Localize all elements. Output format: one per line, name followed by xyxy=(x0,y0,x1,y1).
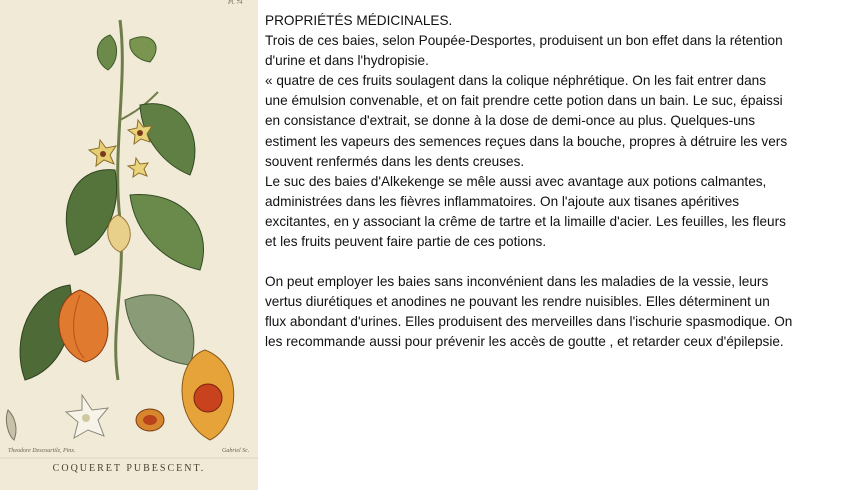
plate-caption: COQUERET PUBESCENT. xyxy=(52,463,206,474)
stem xyxy=(116,20,123,380)
leaf-icon xyxy=(130,37,156,62)
leaf-icon xyxy=(130,195,204,270)
text-line: Trois de ces baies, selon Poupée-Desportes, produisent un bon effet dans la rétention xyxy=(265,33,783,49)
text-line: On peut employer les baies sans inconvénient dans les maladies de la vessie, leurs xyxy=(265,274,769,290)
text-line: souvent renfermés dans les dents creuses. xyxy=(265,153,525,169)
text-line: les recommande aussi pour prévenir les accès de goutte , et retarder ceux d'épilepsie. xyxy=(265,334,784,350)
text-line: et les fruits peuvent faire partie de ces potions. xyxy=(265,234,547,250)
flower-icon xyxy=(128,158,148,177)
text-line: d'urine et dans l'hydropisie. xyxy=(265,53,429,69)
leaf-icon xyxy=(97,35,116,70)
plate-number: Pl. 74 xyxy=(228,0,243,6)
leaf-icon xyxy=(125,295,194,365)
text-line: en consistance d'extrait, se donne à la dose de demi-once au plus. Quelques-uns xyxy=(265,113,756,129)
text-line: administrées dans les fièvres inflammatoires. On l'ajoute aux tisanes apéritives xyxy=(265,193,740,209)
berry-icon xyxy=(194,384,222,412)
engraver-signature: Gabriel Sc. xyxy=(222,448,250,454)
open-flower-icon xyxy=(66,395,108,438)
text-line: estiment les vapeurs des semences reçues dans la bouche, propres à détruire les vers xyxy=(265,133,788,149)
article-text xyxy=(265,11,851,353)
text-line: une émulsion convenable, et on fait prendre cette potion dans un bain. Le suc, épaissi xyxy=(265,93,783,109)
text-line: flux abondant d'urines. Elles produisent des merveilles dans l'ischurie spasmodique. On xyxy=(265,314,793,330)
fruit-icon xyxy=(59,290,108,362)
botanical-plate xyxy=(0,0,258,490)
text-line: excitantes, en y associant la crême de tartre et la limaille d'acier. Les feuilles, les fleurs xyxy=(265,213,786,229)
leaf-icon xyxy=(66,170,116,255)
seed-detail-icon xyxy=(6,410,16,440)
painter-signature: Theodore Descourtilz, Pinx. xyxy=(8,448,76,454)
paragraph-gap xyxy=(265,252,851,272)
flower-icon xyxy=(89,140,116,166)
plant-illustration xyxy=(0,0,258,490)
text-line: « quatre de ces fruits soulagent dans la colique néphrétique. On les fait entrer dans xyxy=(265,73,767,89)
calyx-icon xyxy=(108,215,131,252)
text-line: Le suc des baies d'Alkekenge se mêle aussi avec avantage aux potions calmantes, xyxy=(265,173,767,189)
article-heading: PROPRIÉTÉS MÉDICINALES. xyxy=(265,13,453,28)
text-line: vertus diurétiques et anodines ne pouvant les rendre nuisibles. Elles déterminent un xyxy=(265,294,770,310)
